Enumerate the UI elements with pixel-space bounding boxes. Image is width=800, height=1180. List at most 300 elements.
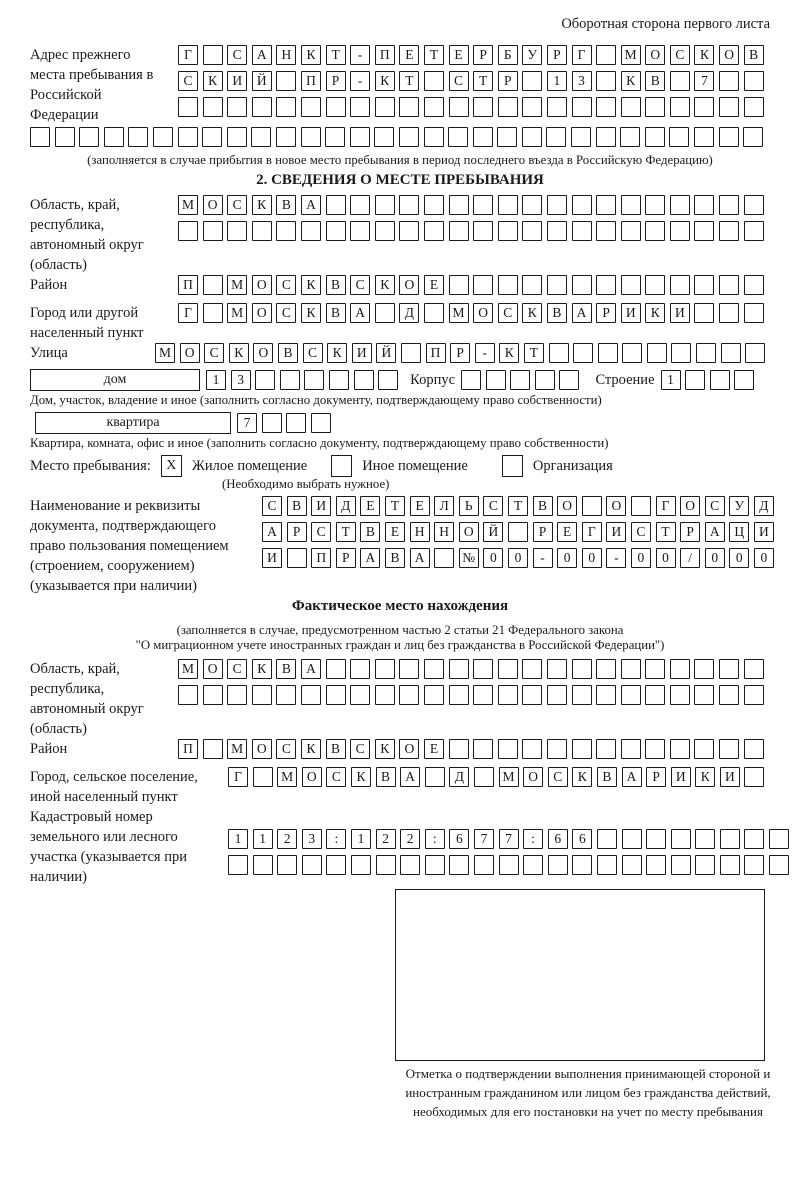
char-cell: И — [262, 548, 282, 568]
street-block — [30, 343, 770, 369]
char-cell — [645, 97, 665, 117]
char-cell — [622, 829, 642, 849]
char-cell — [522, 195, 542, 215]
char-cell — [670, 275, 690, 295]
char-cell: М — [155, 343, 175, 363]
char-cell: А — [360, 548, 380, 568]
char-cell — [645, 221, 665, 241]
char-cell — [671, 829, 691, 849]
char-cell: Й — [483, 522, 503, 542]
char-cell — [620, 127, 640, 147]
char-cell — [744, 71, 764, 91]
char-cell: С — [670, 45, 690, 65]
char-cell — [375, 97, 395, 117]
char-cell — [375, 685, 395, 705]
char-cell — [670, 659, 690, 679]
char-cell — [646, 855, 666, 875]
char-cell — [301, 685, 321, 705]
district-label: Район — [30, 277, 68, 293]
char-cell — [329, 370, 349, 390]
char-cell — [769, 855, 789, 875]
char-cell — [522, 275, 542, 295]
char-cell: К — [301, 303, 321, 323]
char-cell: Т — [336, 522, 356, 542]
char-cell: К — [375, 71, 395, 91]
char-cell — [262, 413, 282, 433]
char-cell: 2 — [376, 829, 396, 849]
char-cell: М — [178, 659, 198, 679]
char-cell: / — [680, 548, 700, 568]
cell-row — [178, 221, 764, 241]
char-cell — [350, 195, 370, 215]
char-cell: К — [301, 739, 321, 759]
char-cell: Е — [360, 496, 380, 516]
char-cell: Р — [547, 45, 567, 65]
char-cell — [374, 127, 394, 147]
char-cell: И — [671, 767, 691, 787]
char-cell: - — [350, 45, 370, 65]
char-cell: И — [670, 303, 690, 323]
char-cell — [719, 71, 739, 91]
char-cell — [694, 303, 714, 323]
char-cell: 7 — [474, 829, 494, 849]
char-cell: 1 — [661, 370, 681, 390]
char-cell — [572, 855, 592, 875]
char-cell — [498, 221, 518, 241]
char-cell: В — [645, 71, 665, 91]
char-cell: С — [548, 767, 568, 787]
char-cell: О — [399, 739, 419, 759]
char-cell — [694, 127, 714, 147]
char-cell — [350, 97, 370, 117]
char-cell: - — [533, 548, 553, 568]
char-cell — [203, 45, 223, 65]
char-cell — [596, 685, 616, 705]
char-cell — [572, 221, 592, 241]
char-cell — [547, 195, 567, 215]
char-cell — [571, 127, 591, 147]
char-cell — [719, 221, 739, 241]
confirmation-mark-box — [395, 889, 765, 1061]
char-cell: О — [180, 343, 200, 363]
char-cell: С — [350, 739, 370, 759]
char-cell: О — [606, 496, 626, 516]
char-cell: Р — [646, 767, 666, 787]
char-cell: А — [705, 522, 725, 542]
char-cell: К — [351, 767, 371, 787]
actual-district-label: Район — [30, 741, 68, 757]
char-cell: К — [252, 659, 272, 679]
char-cell — [645, 195, 665, 215]
char-cell: Т — [326, 45, 346, 65]
char-cell: О — [399, 275, 419, 295]
char-cell — [30, 127, 50, 147]
actual-region-label: Область, край, республика, автономный округ (область) — [30, 661, 144, 737]
char-cell: И — [352, 343, 372, 363]
char-cell: И — [754, 522, 774, 542]
char-cell — [549, 343, 569, 363]
street-label: Улица — [30, 345, 68, 361]
char-cell — [227, 685, 247, 705]
char-cell — [597, 855, 617, 875]
char-cell — [647, 343, 667, 363]
char-cell: В — [597, 767, 617, 787]
char-cell — [326, 97, 346, 117]
char-cell — [671, 343, 691, 363]
char-cell: И — [227, 71, 247, 91]
char-cell — [277, 855, 297, 875]
char-cell — [547, 659, 567, 679]
char-cell — [252, 97, 272, 117]
char-cell — [744, 303, 764, 323]
char-cell — [572, 685, 592, 705]
char-cell — [685, 370, 705, 390]
char-cell: Т — [508, 496, 528, 516]
char-cell — [622, 343, 642, 363]
char-cell — [497, 127, 517, 147]
char-cell — [573, 343, 593, 363]
char-cell — [694, 195, 714, 215]
char-cell: Л — [434, 496, 454, 516]
actual-region-block — [30, 659, 770, 739]
char-cell — [596, 739, 616, 759]
char-cell — [378, 370, 398, 390]
section2-title: 2. СВЕДЕНИЯ О МЕСТЕ ПРЕБЫВАНИЯ — [256, 172, 544, 188]
char-cell — [744, 659, 764, 679]
char-cell: : — [523, 829, 543, 849]
char-cell — [276, 685, 296, 705]
char-cell — [304, 370, 324, 390]
char-cell — [744, 739, 764, 759]
char-cell — [744, 829, 764, 849]
char-cell: 0 — [705, 548, 725, 568]
char-cell — [719, 127, 739, 147]
char-cell: С — [276, 739, 296, 759]
char-cell — [523, 855, 543, 875]
char-cell — [399, 685, 419, 705]
char-cell: 2 — [400, 829, 420, 849]
char-cell — [559, 370, 579, 390]
actual-district-block — [30, 739, 770, 765]
char-cell — [276, 97, 296, 117]
document-block — [30, 496, 770, 596]
char-cell: У — [522, 45, 542, 65]
char-cell — [596, 275, 616, 295]
char-cell: М — [227, 303, 247, 323]
cell-row — [206, 370, 398, 390]
char-cell — [596, 71, 616, 91]
char-cell: П — [178, 275, 198, 295]
char-cell: О — [252, 275, 272, 295]
char-cell: М — [277, 767, 297, 787]
char-cell: С — [350, 275, 370, 295]
char-cell — [645, 739, 665, 759]
char-cell: С — [178, 71, 198, 91]
char-cell: А — [622, 767, 642, 787]
char-cell: А — [301, 195, 321, 215]
char-cell: : — [425, 829, 445, 849]
char-cell — [719, 659, 739, 679]
char-cell — [744, 195, 764, 215]
char-cell — [424, 221, 444, 241]
char-cell: К — [375, 739, 395, 759]
char-cell — [227, 97, 247, 117]
char-cell: К — [645, 303, 665, 323]
option-dwelling-label: Жилое помещение — [191, 457, 308, 474]
house-box: дом — [30, 369, 200, 391]
char-cell: О — [459, 522, 479, 542]
char-cell — [535, 370, 555, 390]
char-cell: В — [276, 659, 296, 679]
char-cell — [744, 855, 764, 875]
region-label: Область, край, республика, автономный округ (область) — [30, 197, 144, 273]
char-cell — [621, 97, 641, 117]
char-cell — [744, 221, 764, 241]
cell-row — [228, 855, 789, 875]
char-cell — [301, 221, 321, 241]
char-cell — [375, 659, 395, 679]
region-block — [30, 195, 770, 275]
char-cell — [522, 71, 542, 91]
char-cell — [522, 659, 542, 679]
char-cell: С — [227, 45, 247, 65]
char-cell: К — [621, 71, 641, 91]
char-cell: 0 — [656, 548, 676, 568]
char-cell — [351, 855, 371, 875]
char-cell: Б — [498, 45, 518, 65]
char-cell — [276, 221, 296, 241]
char-cell — [449, 97, 469, 117]
char-cell: С — [227, 195, 247, 215]
char-cell — [350, 127, 370, 147]
char-cell: В — [533, 496, 553, 516]
char-cell: Е — [449, 45, 469, 65]
char-cell — [276, 127, 296, 147]
char-cell: Р — [498, 71, 518, 91]
char-cell: Г — [178, 45, 198, 65]
char-cell — [510, 370, 530, 390]
char-cell: К — [301, 45, 321, 65]
char-cell — [721, 343, 741, 363]
char-cell: Е — [424, 739, 444, 759]
char-cell — [301, 127, 321, 147]
char-cell — [434, 548, 454, 568]
char-cell: В — [326, 275, 346, 295]
char-cell: М — [178, 195, 198, 215]
char-cell: В — [278, 343, 298, 363]
char-cell — [425, 855, 445, 875]
char-cell — [311, 413, 331, 433]
char-cell: 7 — [694, 71, 714, 91]
char-cell — [326, 855, 346, 875]
char-cell — [694, 659, 714, 679]
char-cell — [376, 855, 396, 875]
char-cell: 3 — [302, 829, 322, 849]
char-cell — [596, 97, 616, 117]
char-cell — [399, 195, 419, 215]
char-cell — [399, 127, 419, 147]
char-cell: К — [695, 767, 715, 787]
char-cell — [400, 855, 420, 875]
char-cell — [548, 855, 568, 875]
char-cell — [522, 685, 542, 705]
city-block — [30, 303, 770, 343]
confirmation-mark-caption: Отметка о подтверждении выполнения принимающей стороной и иностранным гражданином или лицом без гражданства действий, необходимых для его постановки на учет по месту пребывания — [405, 1066, 771, 1119]
char-cell — [744, 275, 764, 295]
prev-address-caption: (заполняется в случае прибытия в новое место пребывания в период последнего въезда в Российскую Федерацию) — [87, 153, 713, 167]
char-cell — [375, 221, 395, 241]
char-cell — [424, 71, 444, 91]
char-cell — [621, 221, 641, 241]
prev-address-label: Адрес прежнего места пребывания в Российской Федерации — [30, 47, 154, 123]
char-cell — [399, 97, 419, 117]
char-cell — [522, 221, 542, 241]
char-cell — [227, 221, 247, 241]
char-cell — [498, 659, 518, 679]
char-cell: Р — [287, 522, 307, 542]
char-cell — [474, 855, 494, 875]
cell-row — [262, 522, 774, 542]
char-cell — [572, 97, 592, 117]
char-cell: И — [720, 767, 740, 787]
char-cell: Т — [524, 343, 544, 363]
char-cell — [744, 767, 764, 787]
char-cell: С — [311, 522, 331, 542]
char-cell — [203, 303, 223, 323]
char-cell — [508, 522, 528, 542]
char-cell: К — [522, 303, 542, 323]
char-cell: 0 — [483, 548, 503, 568]
char-cell — [228, 855, 248, 875]
char-cell: Р — [336, 548, 356, 568]
char-cell — [326, 195, 346, 215]
char-cell — [203, 685, 223, 705]
cell-row — [178, 739, 764, 759]
char-cell: П — [178, 739, 198, 759]
char-cell: О — [253, 343, 273, 363]
char-cell: К — [252, 195, 272, 215]
cell-row — [178, 45, 764, 65]
cell-row — [461, 370, 579, 390]
char-cell: Р — [326, 71, 346, 91]
char-cell: У — [729, 496, 749, 516]
char-cell — [596, 45, 616, 65]
char-cell: К — [301, 275, 321, 295]
char-cell: О — [645, 45, 665, 65]
char-cell — [255, 370, 275, 390]
char-cell — [55, 127, 75, 147]
char-cell: Е — [410, 496, 430, 516]
char-cell — [696, 343, 716, 363]
char-cell — [720, 829, 740, 849]
char-cell — [645, 275, 665, 295]
char-cell: В — [547, 303, 567, 323]
char-cell — [645, 127, 665, 147]
char-cell: А — [410, 548, 430, 568]
cell-row — [178, 303, 764, 323]
char-cell — [424, 127, 444, 147]
char-cell: Е — [399, 45, 419, 65]
char-cell — [104, 127, 124, 147]
char-cell — [499, 855, 519, 875]
char-cell — [401, 343, 421, 363]
char-cell — [744, 685, 764, 705]
char-cell — [734, 370, 754, 390]
char-cell: Ь — [459, 496, 479, 516]
char-cell — [646, 829, 666, 849]
char-cell — [286, 413, 306, 433]
apartment-box: квартира — [35, 412, 231, 434]
char-cell: О — [719, 45, 739, 65]
char-cell: 2 — [277, 829, 297, 849]
char-cell — [178, 221, 198, 241]
char-cell — [671, 855, 691, 875]
char-cell: Р — [473, 45, 493, 65]
char-cell: К — [229, 343, 249, 363]
char-cell — [546, 127, 566, 147]
char-cell: - — [475, 343, 495, 363]
char-cell: В — [276, 195, 296, 215]
char-cell: А — [301, 659, 321, 679]
char-cell — [449, 275, 469, 295]
char-cell: Р — [596, 303, 616, 323]
char-cell: Е — [385, 522, 405, 542]
char-cell: С — [449, 71, 469, 91]
char-cell — [473, 97, 493, 117]
char-cell: Г — [656, 496, 676, 516]
char-cell — [203, 275, 223, 295]
checkbox-organization — [502, 455, 523, 477]
char-cell: К — [375, 275, 395, 295]
char-cell — [424, 659, 444, 679]
cell-row — [178, 71, 764, 91]
char-cell: 7 — [499, 829, 519, 849]
char-cell: П — [426, 343, 446, 363]
char-cell — [719, 685, 739, 705]
char-cell — [425, 767, 445, 787]
char-cell — [449, 659, 469, 679]
cell-row — [228, 829, 789, 849]
char-cell — [253, 855, 273, 875]
char-cell — [449, 739, 469, 759]
char-cell — [203, 221, 223, 241]
char-cell — [202, 127, 222, 147]
char-cell — [719, 739, 739, 759]
char-cell — [596, 221, 616, 241]
char-cell: С — [276, 275, 296, 295]
char-cell — [424, 303, 444, 323]
checkbox-dwelling: X — [161, 455, 182, 477]
char-cell — [178, 97, 198, 117]
char-cell — [498, 97, 518, 117]
char-cell — [621, 659, 641, 679]
char-cell — [547, 97, 567, 117]
char-cell: В — [360, 522, 380, 542]
char-cell — [326, 685, 346, 705]
char-cell: Д — [399, 303, 419, 323]
char-cell — [473, 221, 493, 241]
char-cell — [695, 855, 715, 875]
char-cell: К — [203, 71, 223, 91]
char-cell — [547, 221, 567, 241]
char-cell: А — [400, 767, 420, 787]
actual-location-caption-2: "О миграционном учете иностранных граждан и лиц без гражданства в Российской Федерации") — [135, 638, 665, 652]
char-cell: Г — [582, 522, 602, 542]
char-cell — [744, 97, 764, 117]
char-cell — [474, 767, 494, 787]
char-cell: Г — [572, 45, 592, 65]
char-cell: И — [621, 303, 641, 323]
